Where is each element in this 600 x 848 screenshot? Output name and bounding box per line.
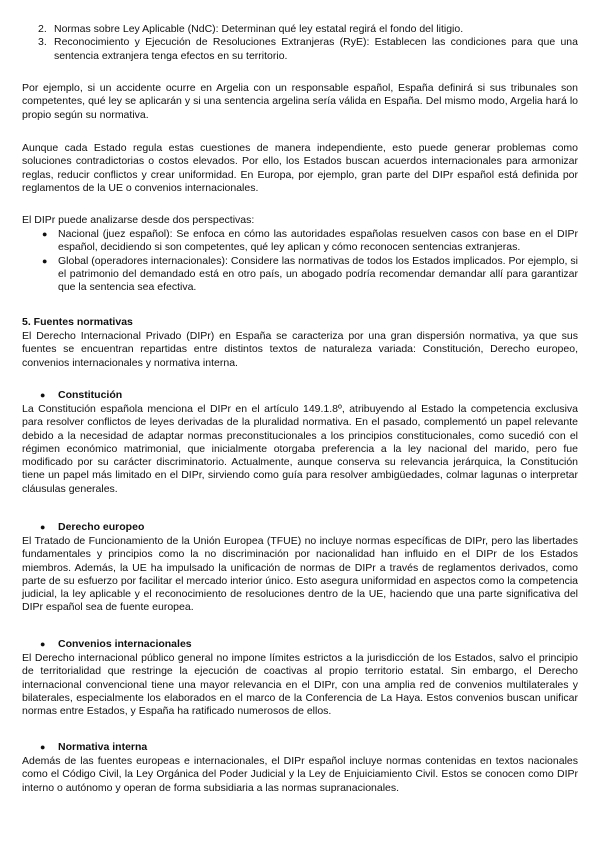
- list-item: [22, 23, 578, 36]
- paragraph-example: Por ejemplo, si un accidente ocurre en Argelia con un responsable español, España definirá si sus tribunales son competentes, qué ley se aplicarán y si una sentencia argelina sería válida en España. Del mismo modo, Argelia hará lo propio según su normativa.: [22, 82, 578, 121]
- bullet-icon: ●: [40, 639, 46, 649]
- list-item-text: Normas sobre Ley Aplicable (NdC): Determinan qué ley estatal regirá el fondo del litigio.: [54, 23, 464, 35]
- section-intro: El Derecho Internacional Privado (DIPr) en España se caracteriza por una gran dispersión normativa, ya que sus fuentes se encuentran repartidas entre distintos textos de naturaleza variada: Constitución, Derecho europeo, convenios internacionales y normativa interna.: [22, 330, 578, 369]
- top-numbered-list: [22, 23, 578, 63]
- subsection-text-normativa-interna: Además de las fuentes europeas e internacionales, el DIPr español incluye normas contenidas en textos nacionales como el Código Civil, la Ley Orgánica del Poder Judicial y la Ley de Enjuiciamiento Civil. Estos se conocen como DIPr interno o autónomo y operan de forma subsidiaria a las normas supranacionales.: [22, 755, 578, 794]
- subsection-title: Derecho europeo: [58, 521, 145, 533]
- paragraph-problems: Aunque cada Estado regula estas cuestiones de manera independiente, esto puede generar problemas como soluciones contradictorias o costos elevados. Por ello, los Estados buscan acuerdos internacionales para armonizar reglas, reducir conflictos y crear uniformidad. En Europa, por ejemplo, gran parte del DIPr español está definida por reglamentos de la UE o convenios internacionales.: [22, 142, 578, 194]
- subsection-heading-constitucion: [40, 389, 122, 402]
- subsection-title: Normativa interna: [58, 741, 148, 753]
- bullet-icon: ●: [40, 742, 46, 752]
- list-number: 2.: [38, 23, 47, 35]
- subsection-title: Constitución: [58, 389, 123, 401]
- bullet-icon: ●: [40, 390, 46, 400]
- list-item-text: Global (operadores internacionales): Considere las normativas de todos los Estados implicados. Por ejemplo, si el patrimonio del demandado está en otro país, un abogado podría recomendar demandar allí para garantizar que la sentencia sea efectiva.: [58, 254, 578, 294]
- subsection-text-constitucion: La Constitución española menciona el DIPr en el artículo 149.1.8º, atribuyendo al Estado la competencia exclusiva para resolver conflictos de leyes derivadas de la pluralidad normativa. En el pasado, complementó un papel relevante debido a la necesidad de adaptar normas preconstitucionales a los principios constitucionales, como sucedió con el régimen económico matrimonial, que inicialmente otorgaba preferencia a la ley nacional del marido, pero fue modificado por su carácter discriminatorio. Actualmente, aunque conserva su relevancia jerárquica, la Constitución tiene un papel más limitado en el DIPr, sirviendo como guía para resolver ambigüedades, colmar lagunas o interpretar cláusulas generales.: [22, 403, 578, 495]
- perspectives-intro: El DIPr puede analizarse desde dos perspectivas:: [22, 214, 255, 226]
- list-item: [22, 36, 578, 63]
- list-item: [22, 255, 578, 295]
- subsection-text-convenios: El Derecho internacional público general no impone límites estrictos a la jurisdicción de los Estados, salvo el principio de territorialidad que restringe la ejecución de coactivas al propio territorio estatal. Sin embargo, el Derecho internacional convencional tiene una mayor relevancia en el DIPr, con una amplia red de convenios multilaterales y bilaterales, especialmente los elaborados en el marco de la Conferencia de La Haya. Estos convenios buscan unificar normas entre Estados, y España ha ratificado numerosos de ellos.: [22, 652, 578, 718]
- bullet-icon: ●: [40, 522, 46, 532]
- list-item-text: Reconocimiento y Ejecución de Resoluciones Extranjeras (RyE): Establecen las condiciones para que una sentencia extranjera tenga efectos en su territorio.: [54, 36, 578, 62]
- perspectives-list: [22, 228, 578, 294]
- subsection-text-derecho-europeo: El Tratado de Funcionamiento de la Unión Europea (TFUE) no incluye normas específicas de DIPr, pero las libertades fundamentales y principios como la no discriminación por nacionalidad han influido en el DIPr de los Estados miembros. Además, la UE ha impulsado la unificación de normas de DIPr a través de reglamentos derivados, como parte de su esfuerzo por facilitar el mercado interior único. Esto asegura uniformidad en aspectos como la competencia judicial, la ley aplicable y el reconocimiento de resoluciones dentro de la UE, haciendo que una parte significativa del DIPr español sea de fuente europea.: [22, 535, 578, 614]
- subsection-heading-convenios: [40, 638, 192, 651]
- subsection-heading-normativa-interna: [40, 741, 147, 754]
- list-item-text: Nacional (juez español): Se enfoca en cómo las autoridades españolas resuelven casos con base en el DIPr español, decidiendo si son competentes, qué ley aplican y cómo reconocen sentencias extranjeras.: [58, 228, 578, 254]
- bullet-icon: ●: [42, 255, 48, 266]
- bullet-icon: ●: [42, 229, 48, 239]
- subsection-title: Convenios internacionales: [58, 638, 192, 650]
- list-item: [22, 228, 578, 255]
- subsection-heading-derecho-europeo: [40, 521, 144, 534]
- list-number: 3.: [38, 36, 47, 49]
- section-heading: 5. Fuentes normativas: [22, 316, 133, 328]
